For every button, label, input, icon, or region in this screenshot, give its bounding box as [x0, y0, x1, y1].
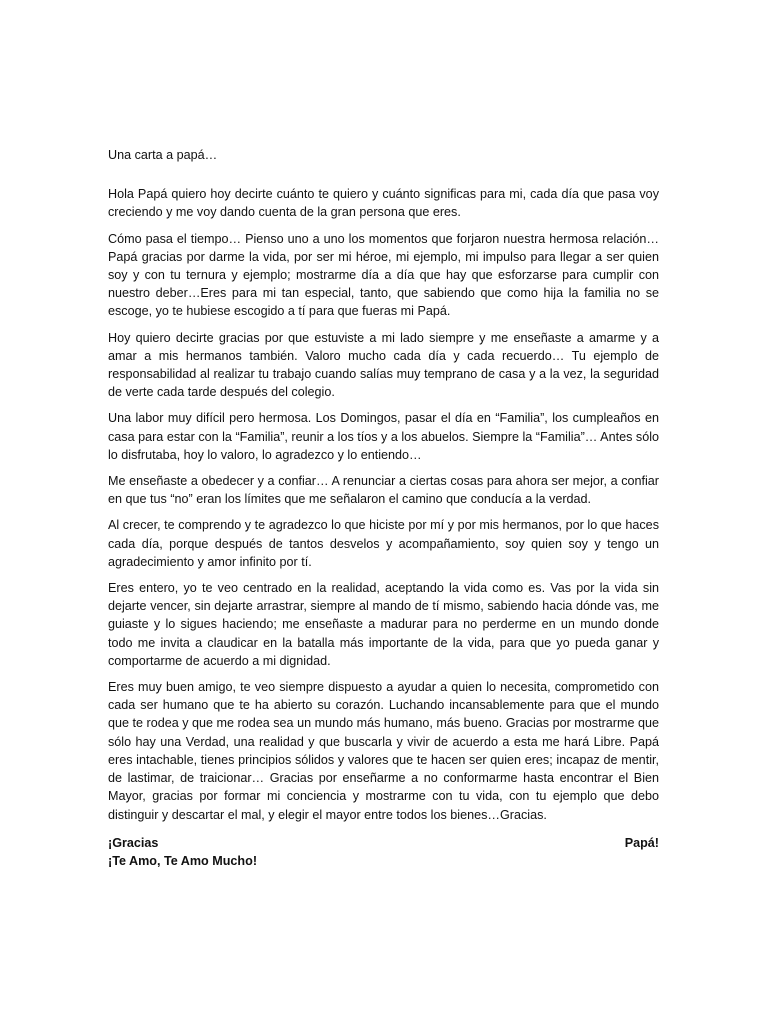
closing-papa: Papá! — [624, 835, 659, 850]
paragraph: Me enseñaste a obedecer y a confiar… A renunciar a ciertas cosas para ahora ser mejor, a confiar en que tus “no” eran los límites que me señalaron el camino que conducía a la verdad. — [108, 474, 659, 507]
paragraph: Hola Papá quiero hoy decirte cuánto te quiero y cuánto significas para mi, cada día que pasa voy creciendo y me voy dando cuenta de la gran persona que eres. — [108, 187, 659, 220]
letter-closing — [108, 834, 659, 870]
paragraph: Eres muy buen amigo, te veo siempre dispuesto a ayudar a quien lo necesita, comprometido con cada ser humano que te ha abierto su corazón. Luchando incansablemente para que el mundo que te rodea y que me rodea sea un mundo más humano, más bueno. Gracias por mostrarme que sólo hay una Verdad, una realidad y que buscarla y vivir de acuerdo a esta me hará Libre. Papá eres intachable, tienes principios sólidos y valores que te hacen ser quien eres; incapaz de mentir, de lastimar, de traicionar… Gracias por enseñarme a no conformarme hasta encontrar el Bien Mayor, gracias por formar mi conciencia y mostrarme con tu vida, con tu ejemplo que debo distinguir y descartar el mal, y elegir el mayor entre todos los bienes…Gracias. — [108, 680, 659, 822]
paragraph: Eres entero, yo te veo centrado en la realidad, aceptando la vida como es. Vas por la vida sin dejarte vencer, sin dejarte arrastrar, siempre al mando de tí mismo, sabiendo hacia dónde vas, me guiaste y lo sigues haciendo; me enseñaste a madurar para no perderme en un mundo donde todo me invita a claudicar en la batalla más importante de la vida, para que yo pueda ganar y comportarme de acuerdo a mi dignidad. — [108, 581, 659, 668]
letter-document — [108, 146, 659, 870]
paragraph: Al crecer, te comprendo y te agradezco lo que hiciste por mí y por mis hermanos, por lo que haces cada día, porque después de tantos desvelos y acompañamiento, soy quien soy y tengo un agradecimiento y amor infinito por tí. — [108, 518, 659, 569]
letter-title: Una carta a papá… — [108, 148, 218, 162]
paragraph: Hoy quiero decirte gracias por que estuviste a mi lado siempre y me enseñaste a amarme y a amar a mis hermanos también. Valoro mucho cada día y cada recuerdo… Tu ejemplo de responsabilidad al realizar tu trabajo cuando salías muy temprano de casa y a la vez, la seguridad de verte cada tarde después del colegio. — [108, 330, 659, 400]
paragraph: Una labor muy difícil pero hermosa. Los Domingos, pasar el día en “Familia”, los cumpleaños en casa para estar con la “Familia”, reunir a los tíos y a los abuelos. Siempre la “Familia”… Antes sólo lo disfrutaba, hoy lo valoro, lo agradezco y lo entiendo… — [108, 411, 659, 462]
closing-row — [108, 834, 659, 852]
paragraph: Cómo pasa el tiempo… Pienso uno a uno los momentos que forjaron nuestra hermosa relación… Papá gracias por darme la vida, por ser mi héroe, mi ejemplo, mi impulso para llegar a ser quien soy y con tu ternura y ejemplo; mostrarme día a día que hay que esforzarse para cumplir con nuestro deber…Eres para mi tan especial, tanto, que sabiendo que como hija la familia no se escoge, yo te hubiese escogido a tí para que fueras mi Papá. — [108, 231, 659, 319]
closing-te-amo: ¡Te Amo, Te Amo Mucho! — [108, 853, 258, 868]
closing-gracias: ¡Gracias — [108, 835, 159, 850]
